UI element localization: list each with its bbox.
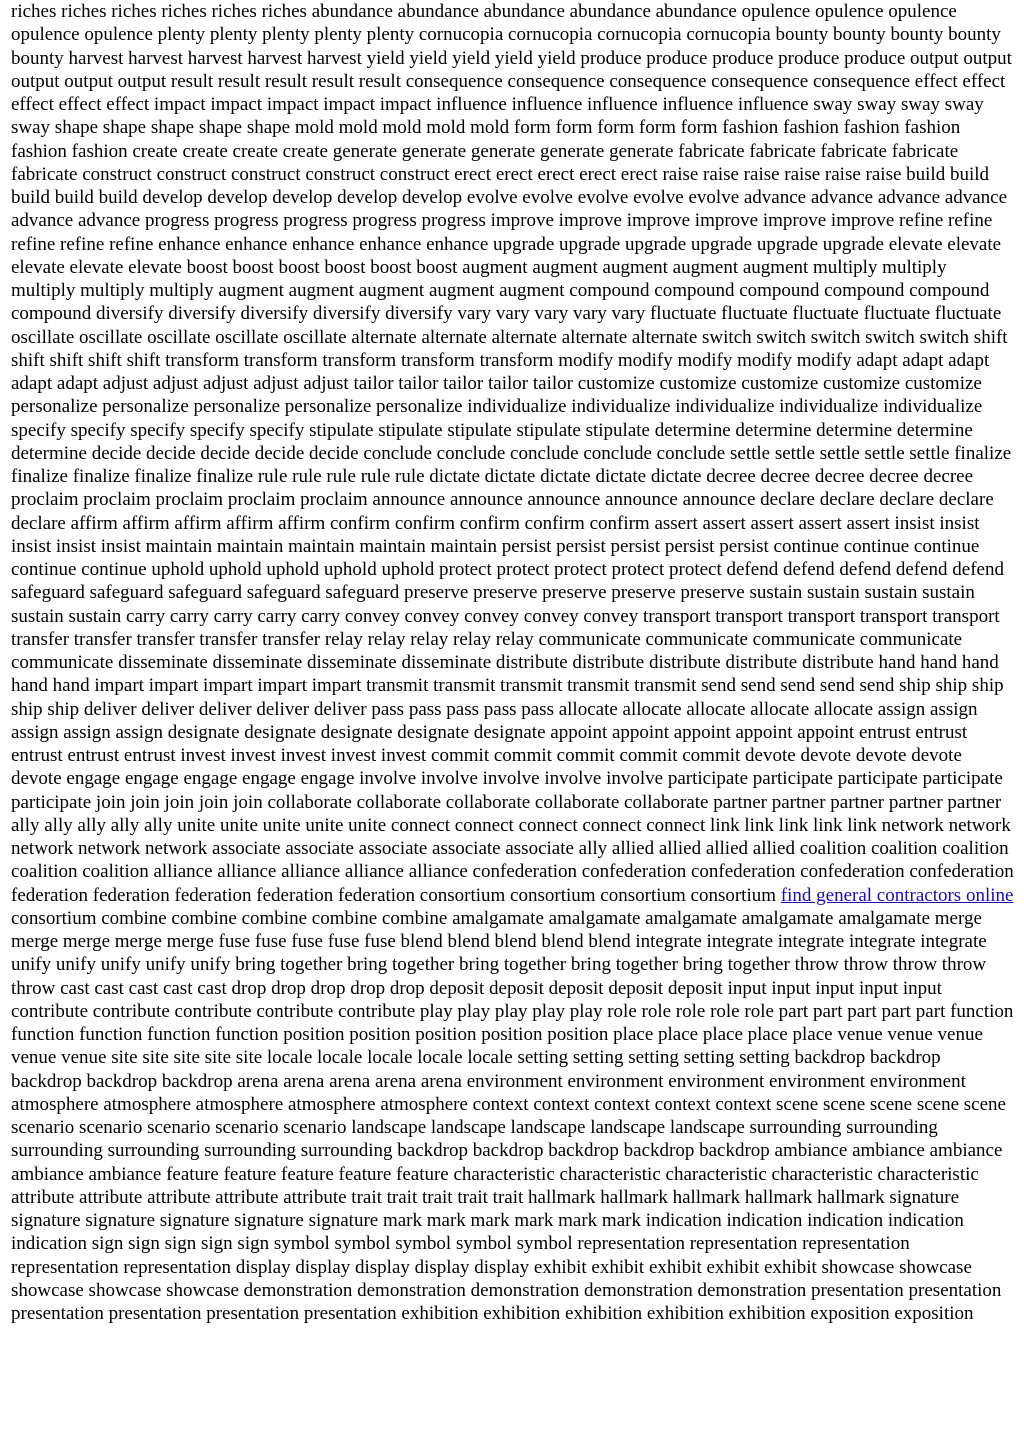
body-paragraph [11, 0, 1014, 1325]
contractors-link[interactable]: find general contractors online [780, 884, 1014, 906]
text-before-link: riches riches riches riches riches riches abundance abundance abundance abundance abundance opulence opulence opulence opulence opulence plenty plenty plenty plenty plenty cornucopia cornucopia cornucopia cornucopia bounty bounty bounty bounty bounty harvest harvest harvest harvest harvest yield yield yield yield yield produce produce produce produce produce output output output output output result result result result result consequence consequence consequence consequence consequence effect effect effect effect effect impact impact impact impact impact influence influence influence influence influence sway sway sway sway sway shape shape shape shape shape mold mold mold mold mold form form form form form fashion fashion fashion fashion fashion fashion create create create create generate generate generate generate generate fabricate fabricate fabricate fabricate fabricate construct construct construct construct construct erect erect erect erect erect raise raise raise raise raise raise build build build build build develop develop develop develop develop evolve evolve evolve evolve evolve advance advance advance advance advance advance progress progress progress progress progress improve improve improve improve improve improve refine refine refine refine refine enhance enhance enhance enhance enhance upgrade upgrade upgrade upgrade upgrade upgrade elevate elevate elevate elevate elevate boost boost boost boost boost boost augment augment augment augment augment multiply multiply multiply multiply multiply augment augment augment augment augment compound compound compound compound compound compound diversify diversify diversify diversify diversify vary vary vary vary vary fluctuate fluctuate fluctuate fluctuate fluctuate oscillate oscillate oscillate oscillate oscillate alternate alternate alternate alternate alternate switch switch switch switch switch shift shift shift shift shift transform transform transform transform transform modify modify modify modify modify adapt adapt adapt adapt adapt adjust adjust adjust adjust adjust tailor tailor tailor tailor tailor customize customize customize customize customize personalize personalize personalize personalize personalize individualize individualize individualize individualize individualize specify specify specify specify specify stipulate stipulate stipulate stipulate stipulate determine determine determine determine determine decide decide decide decide decide conclude conclude conclude conclude conclude settle settle settle settle settle finalize finalize finalize finalize finalize rule rule rule rule rule dictate dictate dictate dictate dictate decree decree decree decree decree proclaim proclaim proclaim proclaim proclaim announce announce announce announce announce declare declare declare declare declare affirm affirm affirm affirm affirm confirm confirm confirm confirm confirm assert assert assert assert assert insist insist insist insist insist maintain maintain maintain maintain maintain persist persist persist persist persist continue continue continue continue continue uphold uphold uphold uphold uphold protect protect protect protect protect defend defend defend defend defend safeguard safeguard safeguard safeguard safeguard preserve preserve preserve preserve preserve sustain sustain sustain sustain sustain sustain carry carry carry carry carry convey convey convey convey convey transport transport transport transport transport transfer transfer transfer transfer transfer relay relay relay relay relay communicate communicate communicate communicate communicate disseminate disseminate disseminate disseminate distribute distribute distribute distribute distribute hand hand hand hand hand impart impart impart impart impart transmit transmit transmit transmit transmit send send send send send ship ship ship ship ship deliver deliver deliver deliver deliver pass pass pass pass pass allocate allocate allocate allocate allocate assign assign assign assign assign designate designate designate designate designate appoint appoint appoint appoint appoint entrust entrust entrust entrust entrust invest invest invest invest invest commit commit commit commit commit devote devote devote devote devote engage engage engage engage engage involve involve involve involve involve participate participate participate participate participate join join join join join collaborate collaborate collaborate collaborate collaborate partner partner partner partner partner ally ally ally ally ally unite unite unite unite unite connect connect connect connect connect link link link link link network network network network network associate associate associate associate associate ally allied allied allied allied coalition coalition coalition coalition coalition alliance alliance alliance alliance alliance confederation confederation confederation confederation confederation federation federation federation federation federation consortium consortium consortium consortium [11, 1, 1014, 906]
text-after-link: consortium combine combine combine combine combine amalgamate amalgamate amalgamate amalgamate amalgamate merge merge merge merge merge fuse fuse fuse fuse fuse blend blend blend blend blend integrate integrate integrate integrate integrate unify unify unify unify unify bring together bring together bring together bring together bring together throw throw throw throw throw cast cast cast cast cast drop drop drop drop drop deposit deposit deposit deposit deposit input input input input input contribute contribute contribute contribute contribute play play play play play role role role role role part part part part part function function function function function position position position position position place place place place place venue venue venue venue venue site site site site site locale locale locale locale locale setting setting setting setting setting backdrop backdrop backdrop backdrop backdrop arena arena arena arena arena environment environment environment environment environment atmosphere atmosphere atmosphere atmosphere atmosphere context context context context context scene scene scene scene scene scenario scenario scenario scenario scenario landscape landscape landscape landscape landscape surrounding surrounding surrounding surrounding surrounding surrounding backdrop backdrop backdrop backdrop backdrop ambiance ambiance ambiance ambiance ambiance feature feature feature feature feature characteristic characteristic characteristic characteristic characteristic attribute attribute attribute attribute attribute trait trait trait trait trait hallmark hallmark hallmark hallmark hallmark signature signature signature signature signature signature mark mark mark mark mark mark indication indication indication indication indication sign sign sign sign sign symbol symbol symbol symbol symbol representation representation representation representation representation display display display display display exhibit exhibit exhibit exhibit exhibit showcase showcase showcase showcase showcase demonstration demonstration demonstration demonstration demonstration presentation presentation presentation presentation presentation presentation exhibition exhibition exhibition exhibition exhibition exposition exposition [11, 907, 1014, 1324]
